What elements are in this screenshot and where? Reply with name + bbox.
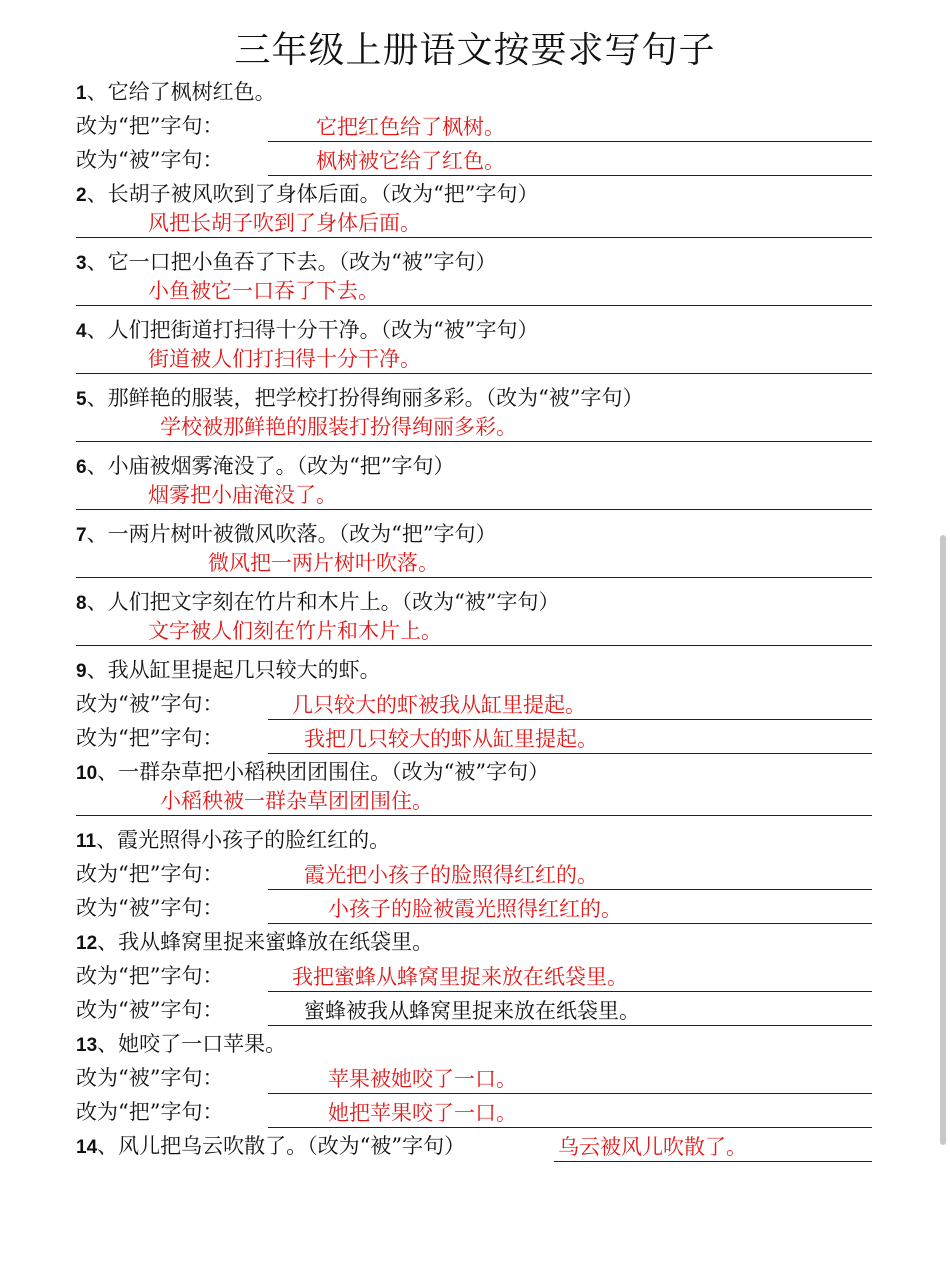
answer-row	[76, 1097, 876, 1131]
answer-row	[76, 145, 876, 179]
answer-line	[76, 479, 872, 510]
page-title: 三年级上册语文按要求写句子	[234, 30, 716, 71]
question-14	[76, 1131, 876, 1165]
answer-text: 小鱼被它一口吞了下去。	[148, 279, 379, 303]
answer-row	[76, 343, 876, 377]
answer-line	[268, 893, 872, 924]
question-12	[76, 927, 433, 961]
answer-line	[76, 785, 872, 816]
question-text: 、那鲜艳的服装，把学校打扮得绚丽多彩。（改为“被”字句）	[86, 386, 644, 410]
answer-line	[76, 411, 872, 442]
answer-label: 改为“把”字句：	[76, 114, 224, 138]
answer-line	[268, 111, 872, 142]
answer-row	[76, 859, 876, 893]
answer-label: 改为“把”字句：	[76, 1100, 224, 1124]
answer-text: 街道被人们打扫得十分干净。	[148, 347, 421, 371]
question-text: 、小庙被烟雾淹没了。（改为“把”字句）	[86, 454, 455, 478]
answer-text: 学校被那鲜艳的服装打扮得绚丽多彩。	[160, 415, 517, 439]
answer-text: 小孩子的脸被霞光照得红红的。	[328, 897, 622, 921]
answer-row	[76, 411, 876, 445]
answer-text: 微风把一两片树叶吹落。	[208, 551, 439, 575]
question-number: 7	[76, 525, 87, 546]
answer-line	[268, 995, 872, 1026]
question-text: 、风儿把乌云吹散了。（改为“被”字句）	[97, 1134, 466, 1158]
answer-label: 改为“被”字句：	[76, 692, 224, 716]
answer-line	[268, 689, 872, 720]
question-number: 12	[76, 933, 98, 954]
answer-line	[268, 1063, 872, 1094]
question-text: 、人们把街道打扫得十分干净。（改为“被”字句）	[86, 318, 539, 342]
answer-text: 几只较大的虾被我从缸里提起。	[292, 693, 586, 717]
answer-text: 我把几只较大的虾从缸里提起。	[304, 727, 598, 751]
answer-text: 枫树被它给了红色。	[316, 149, 505, 173]
answer-label: 改为“被”字句：	[76, 998, 224, 1022]
question-text: 、它一口把小鱼吞了下去。（改为“被”字句）	[86, 250, 497, 274]
question-text: 、一群杂草把小稻秧团团围住。（改为“被”字句）	[97, 760, 550, 784]
question-text: 、我从缸里提起几只较大的虾。	[86, 658, 381, 682]
question-1	[76, 77, 276, 111]
answer-line	[268, 961, 872, 992]
answer-line	[268, 859, 872, 890]
answer-label: 改为“被”字句：	[76, 148, 224, 172]
answer-text: 风把长胡子吹到了身体后面。	[148, 211, 421, 235]
answer-row	[76, 689, 876, 723]
question-number: 11	[76, 831, 97, 852]
answer-label: 改为“把”字句：	[76, 964, 224, 988]
answer-label: 改为“把”字句：	[76, 726, 224, 750]
question-text: 、一两片树叶被微风吹落。（改为“把”字句）	[86, 522, 497, 546]
question-number: 9	[76, 661, 87, 682]
answer-text: 烟雾把小庙淹没了。	[148, 483, 337, 507]
answer-text: 乌云被风儿吹散了。	[558, 1135, 747, 1159]
answer-line	[268, 1097, 872, 1128]
answer-row	[76, 275, 876, 309]
question-text: 、霞光照得小孩子的脸红红的。	[96, 828, 391, 852]
answer-text: 她把苹果咬了一口。	[328, 1101, 517, 1125]
answer-text: 我把蜜蜂从蜂窝里捉来放在纸袋里。	[292, 965, 628, 989]
answer-label: 改为“把”字句：	[76, 862, 224, 886]
answer-text: 它把红色给了枫树。	[316, 115, 505, 139]
question-number: 5	[76, 389, 87, 410]
answer-label: 改为“被”字句：	[76, 1066, 224, 1090]
question-text: 、她咬了一口苹果。	[97, 1032, 287, 1056]
answer-label: 改为“被”字句：	[76, 896, 224, 920]
answer-text: 霞光把小孩子的脸照得红红的。	[304, 863, 598, 887]
answer-line	[76, 615, 872, 646]
answer-line	[268, 723, 872, 754]
answer-line	[554, 1131, 872, 1162]
answer-line	[76, 547, 872, 578]
answer-row	[76, 547, 876, 581]
answer-line	[268, 145, 872, 176]
answer-row	[76, 1063, 876, 1097]
answer-row	[76, 111, 876, 145]
question-number: 13	[76, 1035, 98, 1056]
answer-text: 蜜蜂被我从蜂窝里捉来放在纸袋里。	[304, 999, 640, 1023]
question-number: 14	[76, 1137, 98, 1158]
answer-line	[76, 207, 872, 238]
answer-text: 文字被人们刻在竹片和木片上。	[148, 619, 442, 643]
answer-line	[76, 343, 872, 374]
answer-row	[76, 479, 876, 513]
answer-row	[76, 207, 876, 241]
answer-row	[76, 961, 876, 995]
scrollbar-thumb[interactable]	[940, 535, 946, 1145]
question-number: 1	[76, 83, 87, 104]
answer-row	[76, 615, 876, 649]
answer-row	[76, 785, 876, 819]
answer-row	[76, 723, 876, 757]
question-13	[76, 1029, 286, 1063]
question-11	[76, 825, 390, 859]
question-text: 、长胡子被风吹到了身体后面。（改为“把”字句）	[86, 182, 539, 206]
question-number: 6	[76, 457, 87, 478]
answer-row	[76, 995, 876, 1029]
answer-text: 苹果被她咬了一口。	[328, 1067, 517, 1091]
answer-text: 小稻秧被一群杂草团团围住。	[160, 789, 433, 813]
question-number: 2	[76, 185, 87, 206]
answer-line	[76, 275, 872, 306]
answer-row	[76, 893, 876, 927]
question-text: 、它给了枫树红色。	[86, 80, 276, 104]
question-9	[76, 655, 381, 689]
question-number: 4	[76, 321, 87, 342]
question-text: 、人们把文字刻在竹片和木片上。（改为“被”字句）	[86, 590, 560, 614]
question-number: 8	[76, 593, 87, 614]
question-number: 10	[76, 763, 98, 784]
question-text: 、我从蜂窝里捉来蜜蜂放在纸袋里。	[97, 930, 434, 954]
question-number: 3	[76, 253, 87, 274]
